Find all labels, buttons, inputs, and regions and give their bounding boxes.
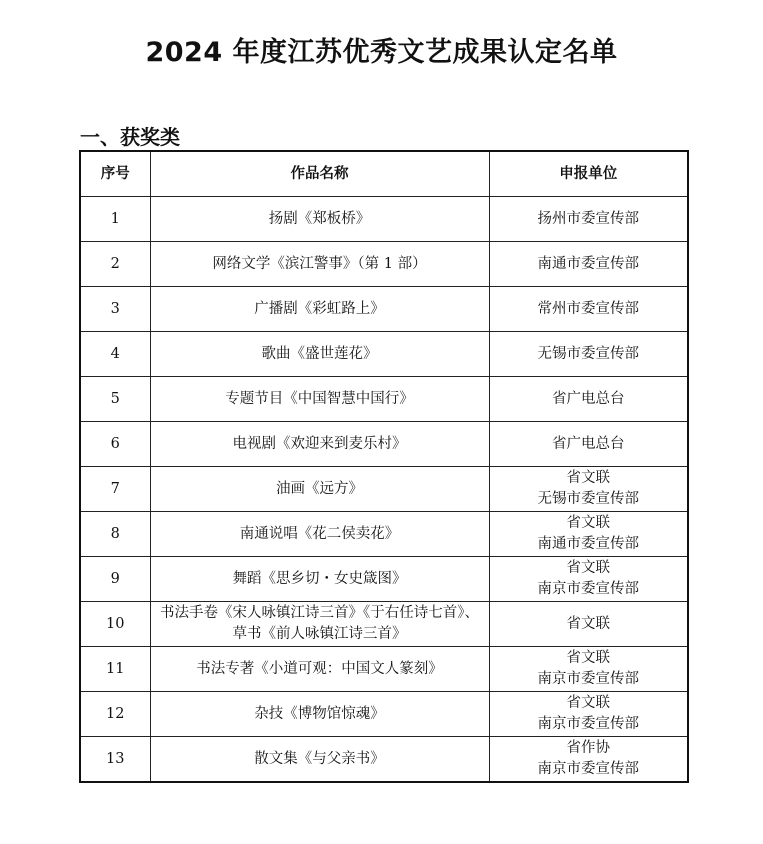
applicant-unit-line: 常州市委宣传部: [537, 300, 639, 317]
applicant-unit-line: 扬州市委宣传部: [537, 210, 639, 227]
applicant-unit-line: 省广电总台: [552, 435, 625, 452]
applicant-unit-line: 南京市委宣传部: [537, 581, 639, 597]
row-number: 12: [80, 692, 150, 737]
row-number: 10: [80, 602, 150, 647]
table-row: [80, 197, 688, 242]
row-number: 9: [80, 557, 150, 602]
table-row: [80, 602, 688, 647]
row-number: 3: [80, 287, 150, 332]
applicant-unit: [489, 467, 688, 512]
applicant-unit-line: 省广电总台: [552, 390, 625, 407]
header-applicant: 申报单位: [489, 151, 688, 197]
document-title: 2024 年度江苏优秀文艺成果认定名单: [145, 37, 618, 68]
table-row: [80, 512, 688, 557]
work-title: 网络文学《滨江警事》（第 1 部）: [150, 242, 489, 287]
work-title: 歌曲《盛世莲花》: [150, 332, 489, 377]
row-number: 5: [80, 377, 150, 422]
work-title: 南通说唱《花二侯卖花》: [150, 512, 489, 557]
applicant-unit-line: 无锡市委宣传部: [537, 491, 639, 507]
table-row: [80, 377, 688, 422]
table-row: [80, 422, 688, 467]
table-row: [80, 467, 688, 512]
applicant-unit: [489, 557, 688, 602]
applicant-unit-line: 南京市委宣传部: [537, 761, 639, 777]
applicant-unit: [489, 512, 688, 557]
applicant-unit-line: 省文联: [566, 615, 610, 632]
applicant-unit-line: 省文联: [566, 650, 610, 666]
work-title: 油画《远方》: [150, 467, 489, 512]
work-title: 舞蹈《思乡切・女史箴图》: [150, 557, 489, 602]
applicant-unit-line: 无锡市委宣传部: [537, 345, 639, 362]
applicant-unit-line: 省文联: [566, 515, 610, 531]
table-row: [80, 287, 688, 332]
work-title: 书法手卷《宋人咏镇江诗三首》《于右任诗七首》、草书《前人咏镇江诗三首》: [150, 602, 489, 647]
table-row: [80, 647, 688, 692]
work-title: 专题节目《中国智慧中国行》: [150, 377, 489, 422]
section-heading: 一、获奖类: [80, 125, 180, 149]
applicant-unit-line: 南京市委宣传部: [537, 716, 639, 732]
row-number: 8: [80, 512, 150, 557]
applicant-unit: [489, 242, 688, 287]
header-work-title: 作品名称: [150, 151, 489, 197]
table-row: [80, 737, 688, 783]
applicant-unit: [489, 737, 688, 783]
applicant-unit-line: 省文联: [566, 695, 610, 711]
applicant-unit: [489, 332, 688, 377]
header-number: 序号: [80, 151, 150, 197]
table-row: [80, 557, 688, 602]
applicant-unit: [489, 692, 688, 737]
applicant-unit-line: 省文联: [566, 560, 610, 576]
row-number: 13: [80, 737, 150, 783]
row-number: 6: [80, 422, 150, 467]
applicant-unit-line: 南通市委宣传部: [537, 255, 639, 272]
applicant-unit-line: 南京市委宣传部: [537, 671, 639, 687]
applicant-unit: [489, 287, 688, 332]
applicant-unit-line: 省作协: [566, 740, 610, 756]
work-title: 书法专著《小道可观：中国文人篆刻》: [150, 647, 489, 692]
row-number: 1: [80, 197, 150, 242]
row-number: 2: [80, 242, 150, 287]
work-title: 杂技《博物馆惊魂》: [150, 692, 489, 737]
applicant-unit: [489, 197, 688, 242]
row-number: 7: [80, 467, 150, 512]
table-row: [80, 692, 688, 737]
work-title: 散文集《与父亲书》: [150, 737, 489, 783]
awards-table: [79, 150, 689, 783]
applicant-unit: [489, 377, 688, 422]
applicant-unit-line: 南通市委宣传部: [537, 536, 639, 552]
work-title: 扬剧《郑板桥》: [150, 197, 489, 242]
row-number: 11: [80, 647, 150, 692]
applicant-unit: [489, 602, 688, 647]
applicant-unit: [489, 422, 688, 467]
table-body: [80, 197, 688, 783]
table-row: [80, 332, 688, 377]
applicant-unit-line: 省文联: [566, 470, 610, 486]
applicant-unit: [489, 647, 688, 692]
work-title: 电视剧《欢迎来到麦乐村》: [150, 422, 489, 467]
table-row: [80, 242, 688, 287]
work-title: 广播剧《彩虹路上》: [150, 287, 489, 332]
table-header-row: [80, 151, 688, 197]
row-number: 4: [80, 332, 150, 377]
